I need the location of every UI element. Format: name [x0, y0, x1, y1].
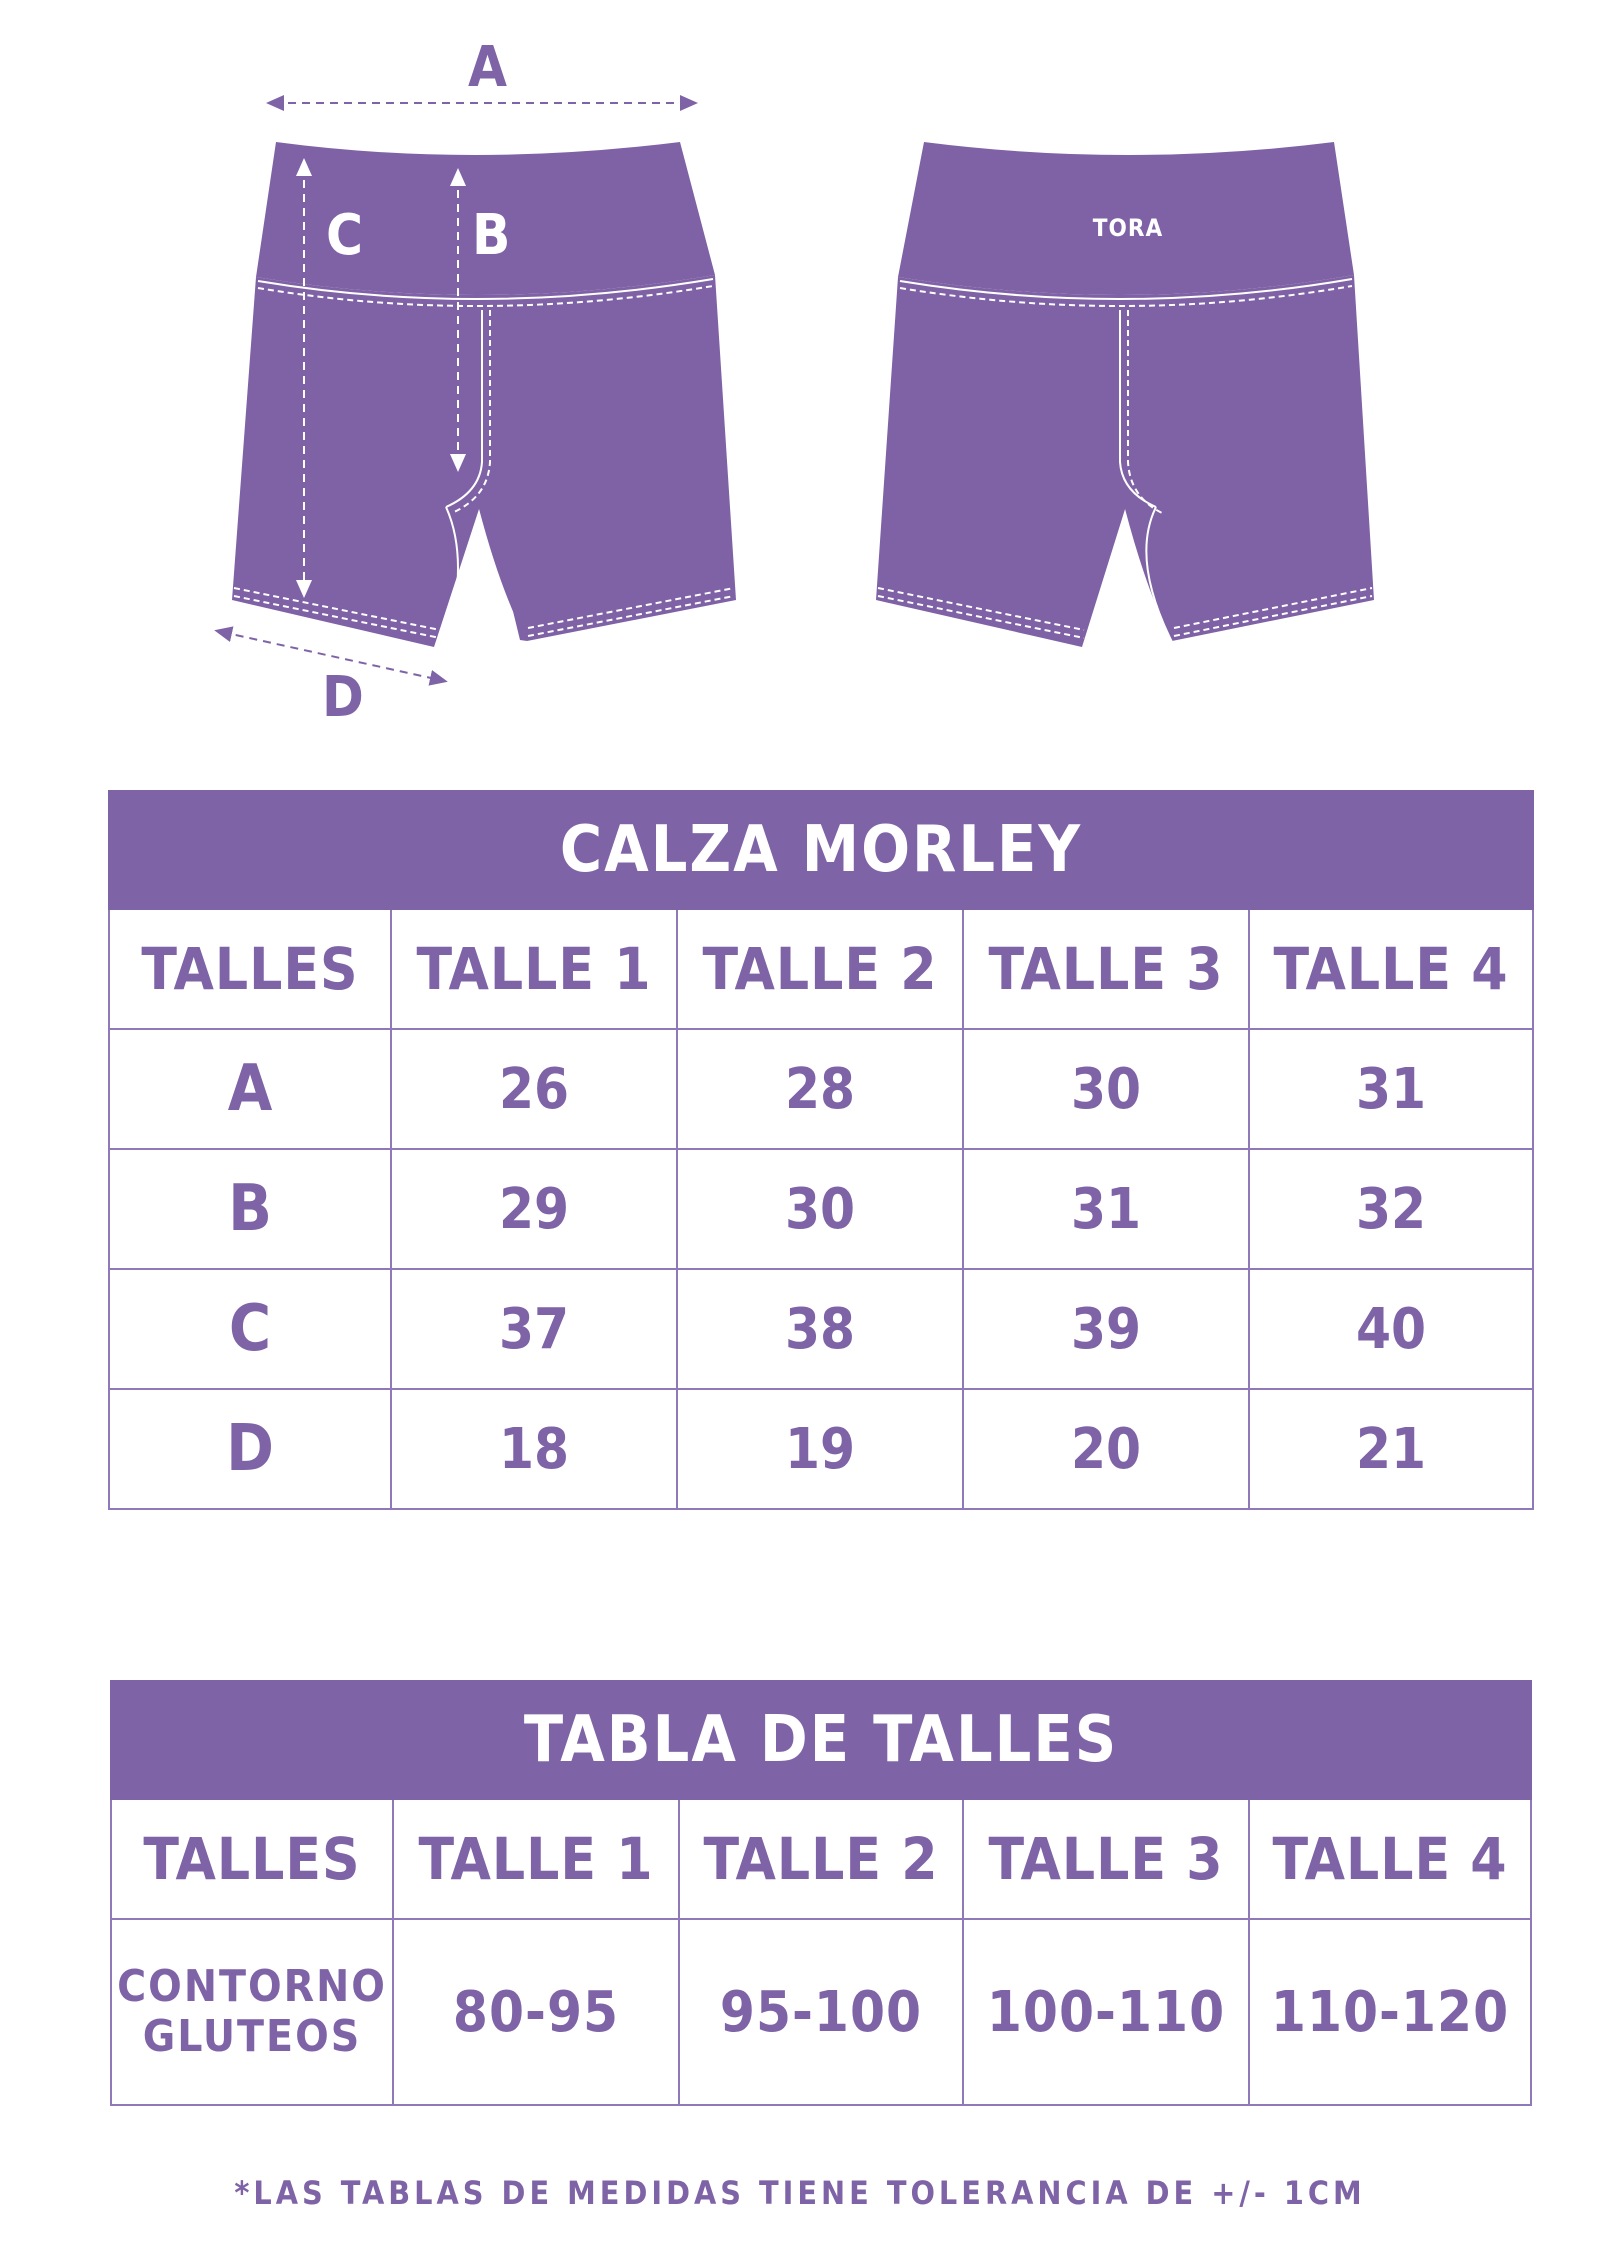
column-header: TALLE 3 — [963, 1799, 1249, 1919]
row-label-line1: CONTORNO — [117, 1961, 387, 2012]
table-cell: 26 — [391, 1029, 677, 1149]
row-label: A — [109, 1029, 391, 1149]
table-cell: 37 — [391, 1269, 677, 1389]
table-cell: 110-120 — [1249, 1919, 1531, 2105]
shorts-front-view — [232, 142, 736, 647]
table-cell: 39 — [963, 1269, 1249, 1389]
table-cell: 31 — [1249, 1029, 1533, 1149]
table-cell: 19 — [677, 1389, 963, 1509]
label-c: C — [326, 203, 363, 268]
column-header: TALLE 1 — [393, 1799, 679, 1919]
table-cell: 30 — [677, 1149, 963, 1269]
table-cell: 28 — [677, 1029, 963, 1149]
table-cell: 18 — [391, 1389, 677, 1509]
garment-illustration — [0, 0, 1600, 760]
label-d: D — [322, 665, 364, 730]
row-label: B — [109, 1149, 391, 1269]
table-cell: 100-110 — [963, 1919, 1249, 2105]
table-cell: 40 — [1249, 1269, 1533, 1389]
column-header: TALLE 2 — [679, 1799, 963, 1919]
column-header: TALLE 4 — [1249, 909, 1533, 1029]
column-header: TALLE 4 — [1249, 1799, 1531, 1919]
table-header-row — [111, 1799, 1531, 1919]
row-label — [111, 1919, 393, 2105]
table-cell: 21 — [1249, 1389, 1533, 1509]
table-title: CALZA MORLEY — [109, 791, 1533, 909]
tabla-de-talles-table — [110, 1680, 1532, 2106]
column-header: TALLE 3 — [963, 909, 1249, 1029]
label-a: A — [468, 35, 507, 100]
table-header-row — [109, 909, 1533, 1029]
table-row — [109, 1269, 1533, 1389]
table-row — [109, 1149, 1533, 1269]
table-cell: 32 — [1249, 1149, 1533, 1269]
tolerance-footnote: *LAS TABLAS DE MEDIDAS TIENE TOLERANCIA DE +/- 1CM — [234, 2174, 1366, 2212]
column-header: TALLES — [111, 1799, 393, 1919]
table-cell: 95-100 — [679, 1919, 963, 2105]
table-cell: 20 — [963, 1389, 1249, 1509]
row-label: C — [109, 1269, 391, 1389]
label-b: B — [472, 203, 511, 268]
column-header: TALLE 2 — [677, 909, 963, 1029]
table-row — [111, 1919, 1531, 2105]
row-label: D — [109, 1389, 391, 1509]
table-cell: 38 — [677, 1269, 963, 1389]
table-cell: 31 — [963, 1149, 1249, 1269]
table-cell: 30 — [963, 1029, 1249, 1149]
column-header: TALLES — [109, 909, 391, 1029]
row-label-line2: GLUTEOS — [142, 2011, 362, 2062]
calza-morley-table — [108, 790, 1534, 1510]
table-row — [109, 1029, 1533, 1149]
table-title: TABLA DE TALLES — [111, 1681, 1531, 1799]
table-row — [109, 1389, 1533, 1509]
shorts-back-view — [876, 142, 1374, 647]
table-cell: 80-95 — [393, 1919, 679, 2105]
brand-label: TORA — [1092, 214, 1164, 242]
table-cell: 29 — [391, 1149, 677, 1269]
column-header: TALLE 1 — [391, 909, 677, 1029]
